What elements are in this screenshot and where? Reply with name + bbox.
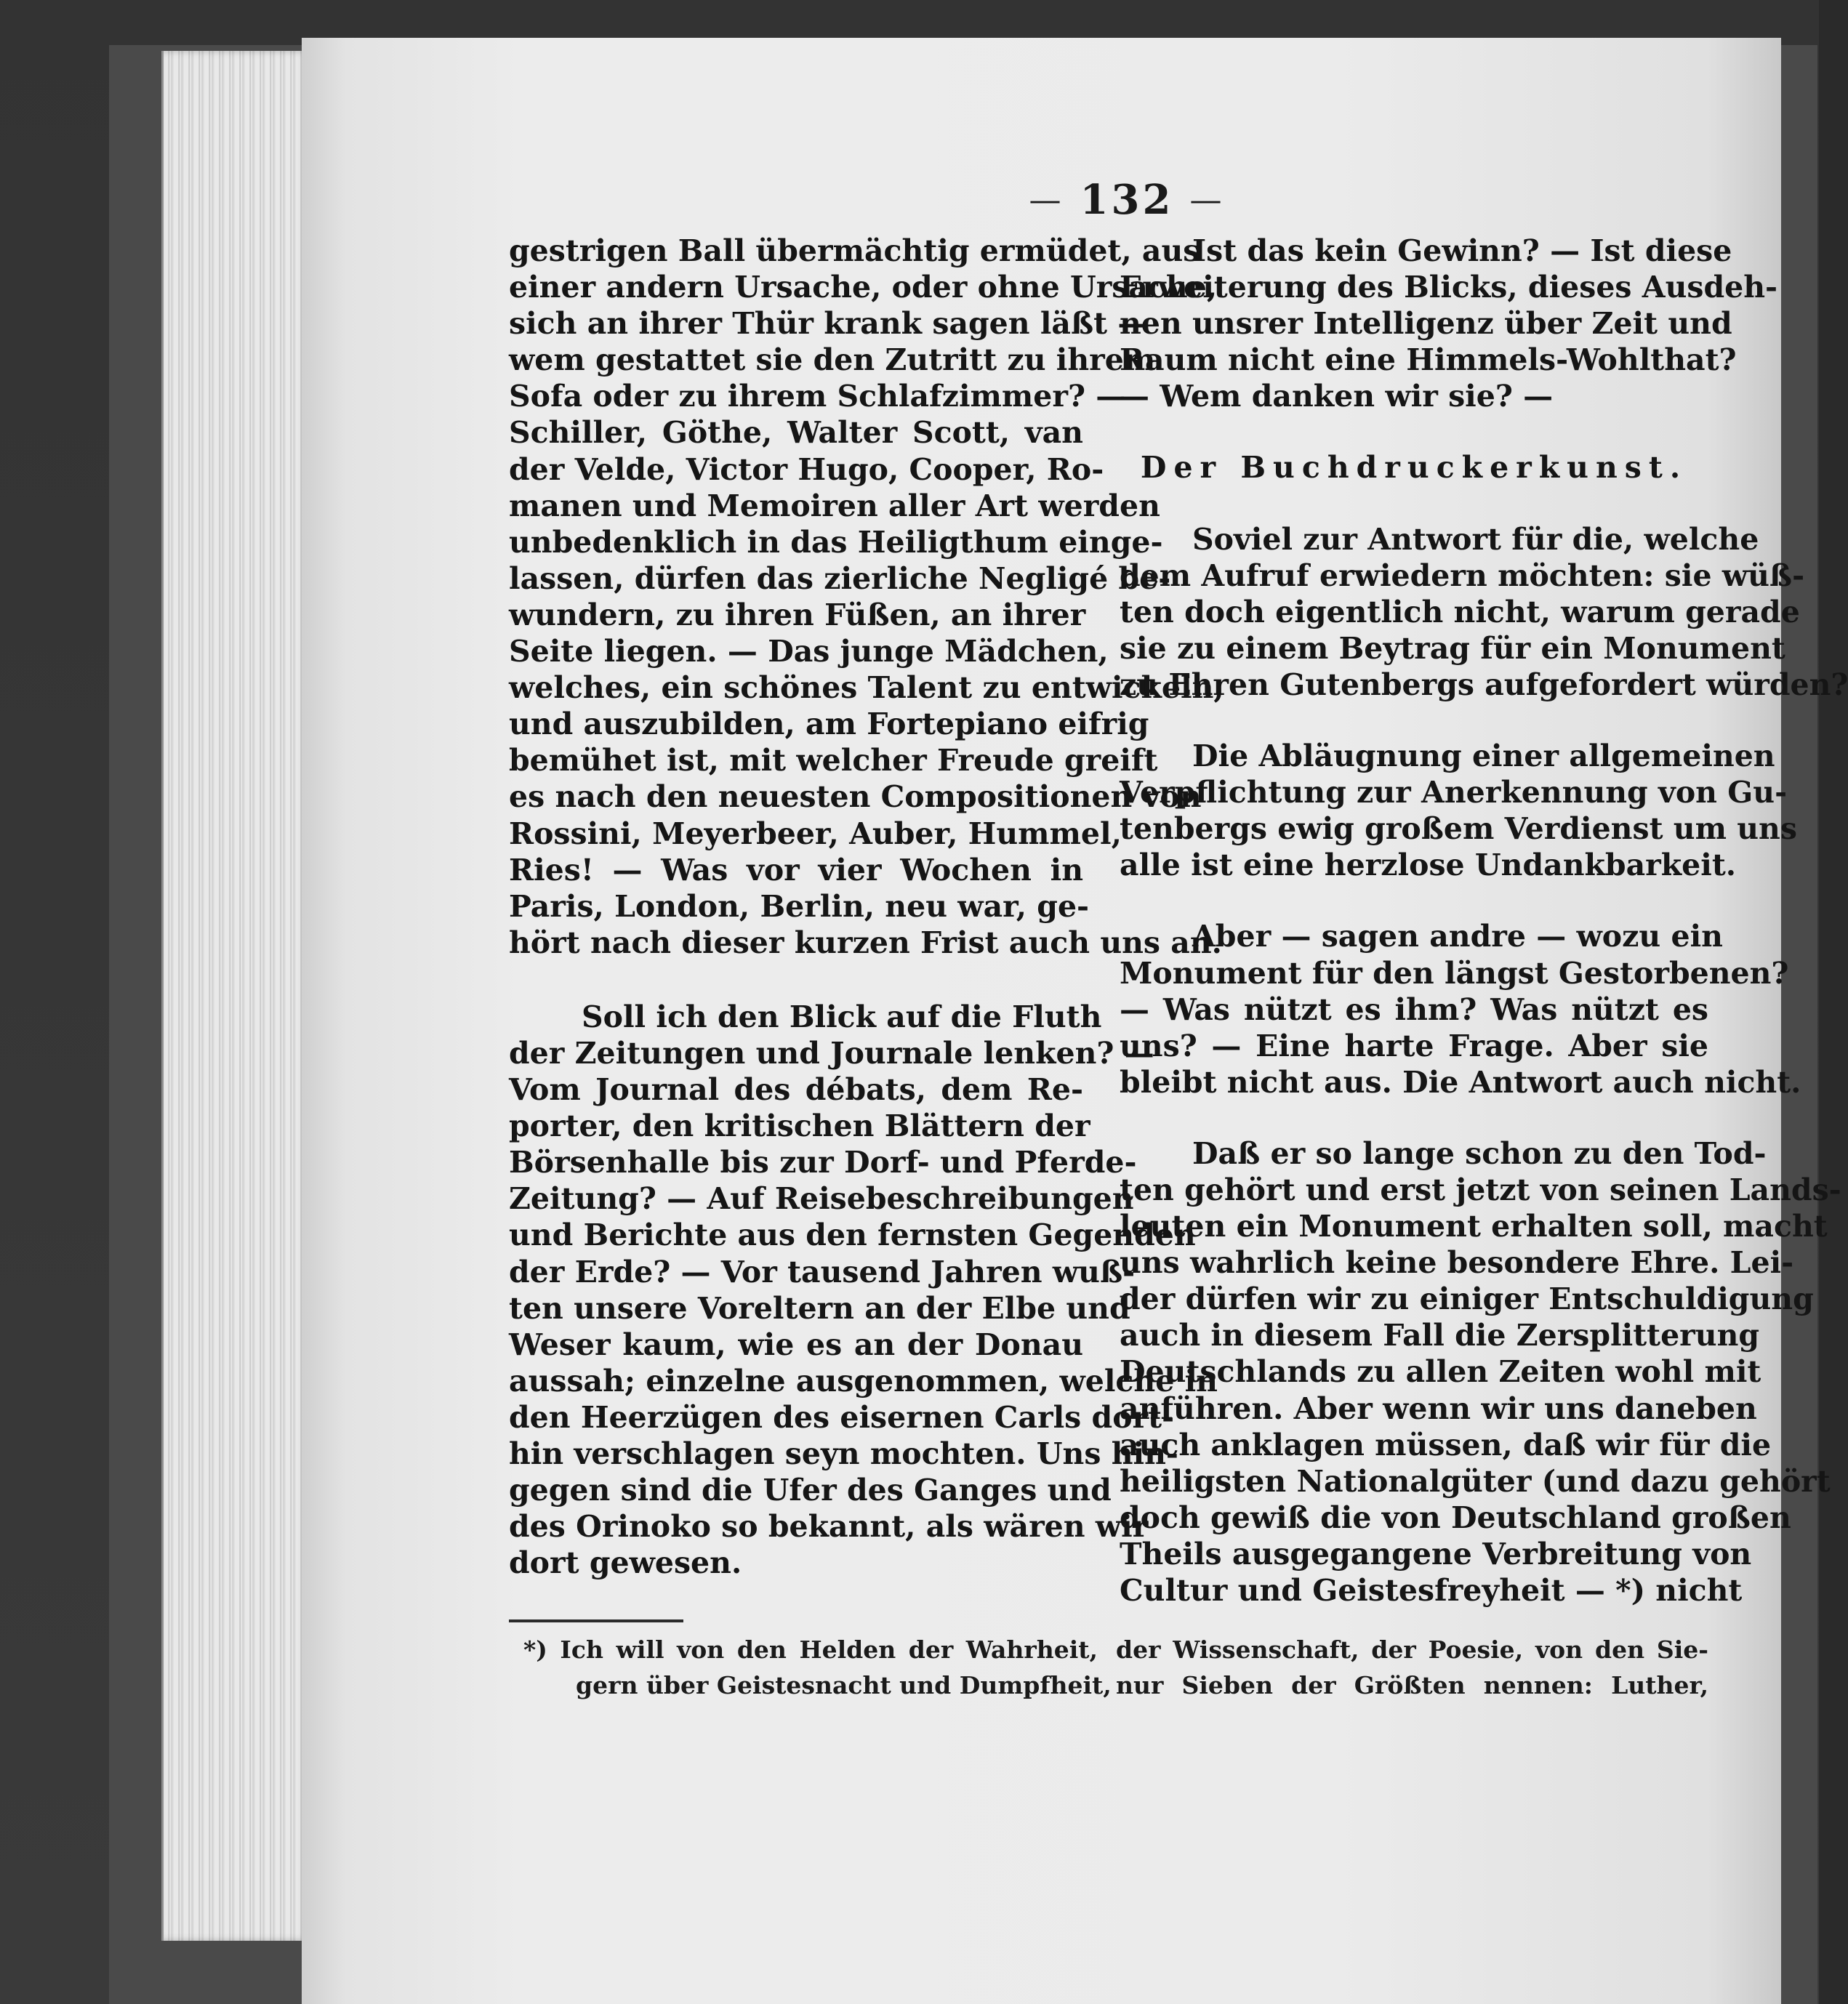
footnote-left: [523, 1632, 1112, 1703]
page-number: 132: [1080, 176, 1174, 224]
paragraph-gap: [1120, 883, 1708, 918]
text-line: nen unsrer Intelligenz über Zeit und: [1120, 306, 1732, 342]
text-line: Erweiterung des Blicks, dieses Ausdeh-: [1120, 270, 1778, 305]
text-line: Paris, London, Berlin, neu war, ge-: [509, 888, 1090, 924]
text-line: hin verschlagen seyn mochten. Uns hin-: [509, 1436, 1178, 1471]
text-line: Ries! — Was vor vier Wochen in: [509, 852, 1083, 888]
text-line: Börsenhalle bis zur Dorf- und Pferde-: [509, 1145, 1137, 1180]
page-edges: [161, 51, 309, 1941]
text-line: Ist das kein Gewinn? — Ist diese: [1192, 233, 1732, 268]
text-line: Theils ausgegangene Verbreitung von: [1120, 1536, 1752, 1572]
text-line: es nach den neuesten Compositionen von: [509, 779, 1202, 815]
text-line: wem gestattet sie den Zutritt zu ihrem: [509, 342, 1156, 378]
text-line: gegen sind die Ufer des Ganges und: [509, 1473, 1112, 1508]
text-line: Sofa oder zu ihrem Schlafzimmer? —: [509, 379, 1126, 414]
text-line: welches, ein schönes Talent zu entwickeln,: [509, 670, 1224, 706]
text-line: Rossini, Meyerbeer, Auber, Hummel,: [509, 816, 1122, 851]
footnote-line: nur Sieben der Größten nennen: Luther,: [1116, 1671, 1708, 1699]
text-line: auch in diesem Fall die Zersplitterung: [1120, 1318, 1760, 1353]
text-line: anführen. Aber wenn wir uns daneben: [1120, 1391, 1757, 1426]
text-line: bemühet ist, mit welcher Freude greift: [509, 743, 1158, 778]
text-line: Seite liegen. — Das junge Mädchen,: [509, 634, 1109, 669]
text-line: Aber — sagen andre — wozu ein: [1192, 919, 1723, 954]
text-line: hört nach dieser kurzen Frist auch uns an.: [509, 925, 1222, 960]
paragraph-gap: [1120, 703, 1708, 738]
paragraph: [1120, 233, 1778, 414]
paragraph: [1120, 521, 1848, 703]
text-line: alle ist eine herzlose Undankbarkeit.: [1120, 848, 1737, 883]
text-line: aussah; einzelne ausgenommen, welche in: [509, 1363, 1218, 1399]
footnote-rule: [509, 1619, 683, 1622]
text-line: den Heerzügen des eisernen Carls dort-: [509, 1399, 1175, 1435]
text-line: Soviel zur Antwort für die, welche: [1192, 521, 1759, 557]
text-line: wundern, zu ihren Füßen, an ihrer: [509, 597, 1086, 632]
text-line: Deutschlands zu allen Zeiten wohl mit: [1120, 1354, 1761, 1390]
text-line: leuten ein Monument erhalten soll, macht: [1120, 1209, 1828, 1244]
text-line: der dürfen wir zu einiger Entschuldigung: [1120, 1281, 1814, 1317]
text-line: des Orinoko so bekannt, als wären wir: [509, 1509, 1149, 1545]
text-line: zu Ehren Gutenbergs aufgefordert würden?: [1120, 667, 1848, 702]
text-line: Zeitung? — Auf Reisebeschreibungen: [509, 1181, 1134, 1217]
paragraph: [1120, 1135, 1841, 1609]
paragraph-gap: [1120, 486, 1708, 521]
paragraph-gap: [1120, 414, 1708, 449]
page-header: [989, 174, 1265, 225]
text-line: auch anklagen müssen, daß wir für die: [1120, 1427, 1772, 1462]
text-line: der Erde? — Vor tausend Jahren wuß-: [509, 1254, 1136, 1289]
section-heading: Der Buchdruckerkunst.: [1140, 450, 1688, 486]
text-line: — Wem danken wir sie? —: [1120, 379, 1554, 414]
text-line: und Berichte aus den fernsten Gegenden: [509, 1218, 1196, 1253]
text-line: sich an ihrer Thür krank sagen läßt —: [509, 306, 1148, 342]
text-line: — Was nützt es ihm? Was nützt es: [1120, 991, 1708, 1027]
paragraph-gap: [1120, 1100, 1708, 1135]
right-column: [1120, 233, 1848, 1609]
text-line: bleibt nicht aus. Die Antwort auch nicht.: [1120, 1064, 1801, 1100]
text-line: einer andern Ursache, oder ohne Ursache,: [509, 270, 1218, 305]
paragraph: [1120, 738, 1797, 883]
text-line: gestrigen Ball übermächtig ermüdet, aus: [509, 233, 1200, 268]
text-line: Die Abläugnung einer allgemeinen: [1192, 739, 1775, 774]
footnote-line: der Wissenschaft, der Poesie, von den Sie-: [1116, 1635, 1708, 1664]
text-line: Monument für den längst Gestorbenen?: [1120, 955, 1789, 991]
header-dash-left: —: [1029, 181, 1064, 219]
footnote-line: gern über Geistesnacht und Dumpfheit,: [576, 1671, 1112, 1699]
text-line: manen und Memoiren aller Art werden: [509, 488, 1160, 523]
text-line: porter, den kritischen Blättern der: [509, 1108, 1090, 1144]
text-line: ten gehört und erst jetzt von seinen Lands-: [1120, 1172, 1841, 1207]
text-line: der Velde, Victor Hugo, Cooper, Ro-: [509, 451, 1104, 487]
text-line: ten unsere Voreltern an der Elbe und: [509, 1290, 1130, 1326]
text-line: uns? — Eine harte Frage. Aber sie: [1120, 1028, 1708, 1063]
paragraph: [509, 233, 1224, 961]
text-line: der Zeitungen und Journale lenken? —: [509, 1035, 1154, 1071]
text-line: sie zu einem Beytrag für ein Monument: [1120, 630, 1785, 666]
text-line: Vom Journal des débats, dem Re-: [509, 1072, 1083, 1108]
text-line: tenbergs ewig großem Verdienst um uns: [1120, 811, 1797, 847]
text-line: lassen, dürfen das zierliche Negligé be-: [509, 560, 1171, 596]
text-line: Weser kaum, wie es an der Donau: [509, 1327, 1083, 1362]
text-line: Schiller, Göthe, Walter Scott, van: [509, 415, 1083, 451]
text-line: Soll ich den Blick auf die Fluth: [582, 999, 1102, 1034]
text-line: Cultur und Geistesfreyheit — *) nicht: [1120, 1573, 1743, 1608]
text-line: doch gewiß die von Deutschland großen: [1120, 1500, 1791, 1535]
text-line: und auszubilden, am Fortepiano eifrig: [509, 707, 1149, 742]
text-line: dem Aufruf erwiedern möchten: sie wüß-: [1120, 558, 1805, 593]
text-line: Raum nicht eine Himmels-Wohlthat?: [1120, 342, 1737, 378]
text-line: uns wahrlich keine besondere Ehre. Lei-: [1120, 1245, 1794, 1281]
footnote-right: [1116, 1632, 1708, 1703]
paragraph-gap: [509, 961, 1083, 999]
text-line: dort gewesen.: [509, 1545, 742, 1581]
text-line: Verpflichtung zur Anerkennung von Gu-: [1120, 775, 1788, 810]
text-line: Daß er so lange schon zu den Tod-: [1192, 1135, 1767, 1171]
left-column: [509, 233, 1224, 1581]
paragraph: [1120, 918, 1801, 1100]
paragraph: [509, 999, 1218, 1582]
header-dash-right: —: [1189, 181, 1225, 219]
text-line: heiligsten Nationalgüter (und dazu gehört: [1120, 1463, 1831, 1499]
text-line: unbedenklich in das Heiligthum einge-: [509, 524, 1163, 560]
text-line: ten doch eigentlich nicht, warum gerade: [1120, 594, 1800, 629]
footnote-line: *) Ich will von den Helden der Wahrheit,: [523, 1635, 1098, 1664]
